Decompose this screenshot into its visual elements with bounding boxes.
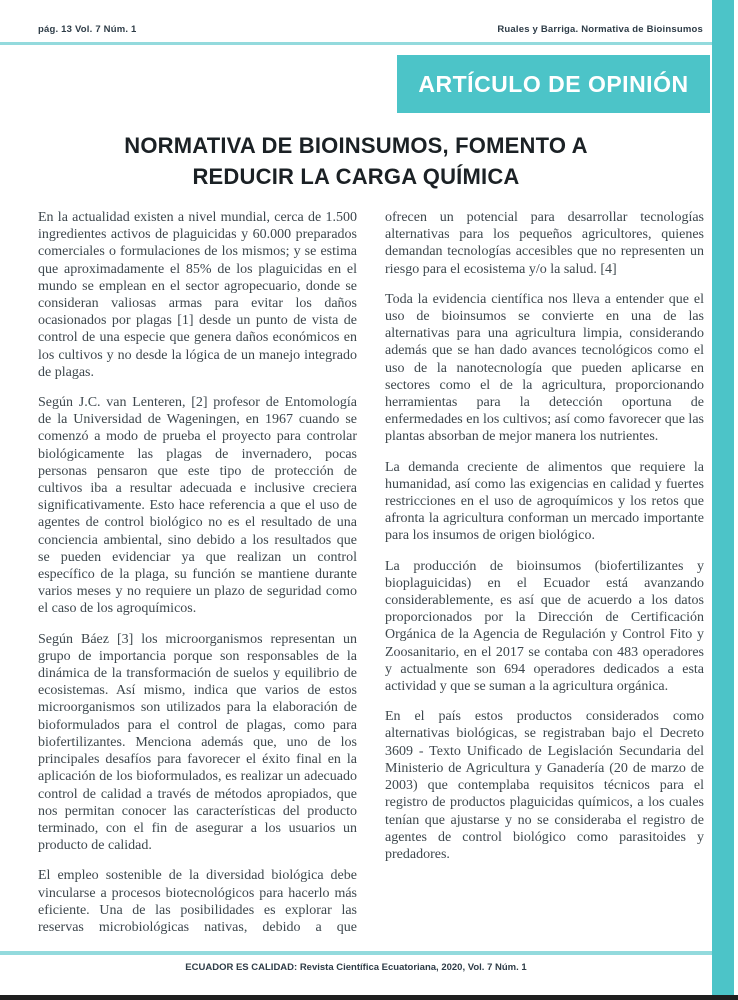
header-rule — [0, 42, 712, 45]
page-edge-stripe — [712, 0, 734, 995]
right-column — [385, 209, 704, 949]
article-title — [30, 130, 682, 192]
body-paragraph: Según Báez [3] los microorganismos representan un grupo de importancia porque son responsables de la dinámica de la transformación de suelos y equilibrio de ecosistemas. Así mismo, indica que varios de estos microorganismos son utilizados para la elaboración de bioformulados para el control de plagas, como para biofertilizantes. Menciona además que, uno de los principales desafíos para favorecer el éxito final en la aplicación de los bioformulados, es realizar un adecuado control de calidad a través de métodos apropiados, que nos permitan conocer las características del producto terminado, con el fin de asegurar a los usuarios un producto de calidad. — [38, 631, 357, 854]
body-paragraph: Según J.C. van Lenteren, [2] profesor de Entomología de la Universidad de Wageningen, en 1967 cuando se comenzó a modo de prueba el proyecto para controlar biológicamente las plagas de invernadero, pocas personas pensaron que este tipo de protección de cultivos iba a resultar adecuada e inclusive creciera significativamente. Esto hace referencia a que el uso de agentes de control biológico no es el resultado de una conciencia ambiental, sino debido a los resultados que se pueden evidenciar ya que realizan un control específico de la plaga, su función se mantiene durante varios meses y no requiere un plazo de seguridad como el caso de los agroquímicos. — [38, 395, 357, 617]
body-paragraph: Toda la evidencia científica nos lleva a entender que el uso de bioinsumos se convierte en una de las alternativas para una agricultura limpia, considerando además que se han dado avances tecnológicos como el uso de la nanotecnología que pueden aplicarse en sectores como el de la agricultura, proporcionando herramientas para la detección oportuna de enfermedades en los cultivos; así como favorecer que las plantas absorban de mejor manera los nutrientes. — [385, 291, 704, 445]
body-paragraph: La producción de bioinsumos (biofertilizantes y bioplaguicidas) en el Ecuador está avanzando considerablemente, es así que de acuerdo a los datos proporcionados por la Dirección de Certificación Orgánica de la Agencia de Regulación y Control Fito y Zoosanitario, en el 2017 se contaba con 483 operadores y actualmente son 694 operadores dedicados a esta actividad y que se suman a la agricultura orgánica. — [385, 558, 704, 695]
left-column — [38, 209, 357, 949]
body-paragraph: El empleo sostenible de la diversidad biológica debe vincularse a procesos biotecnológicos para hacerlo más eficiente. Una de las posibilidades es explorar las reservas microbiológicas nativas, debido a que — [38, 868, 357, 935]
running-header — [38, 24, 703, 35]
article-type-banner — [397, 55, 710, 113]
body-paragraph: ofrecen un potencial para desarrollar tecnologías alternativas para los pequeños agricultores, quienes demandan tecnologías accesibles que no representen un riesgo para el ecosistema y/o la salud. [4] — [385, 210, 704, 277]
journal-footer: ECUADOR ES CALIDAD: Revista Científica Ecuatoriana, 2020, Vol. 7 Núm. 1 — [185, 962, 527, 973]
footer-rule — [0, 951, 712, 955]
body-paragraph: En el país estos productos considerados como alternativas biológicas, se registraban bajo el Decreto 3609 - Texto Unificado de Legislación Secundaria del Ministerio de Agricultura y Ganadería (20 de marzo de 2003) que contemplaba requisitos técnicos para el registro de productos plaguicidas químicos, a los cuales tenían que ajustarse y no se consideraba el registro de agentes de control biológico como parasitoides y predadores. — [385, 709, 704, 862]
body-paragraph: La demanda creciente de alimentos que requiere la humanidad, así como las exigencias en calidad y fuertes restricciones en el uso de agroquímicos y los retos que afronta la agricultura conforman un mercado importante para los insumos de origen biológico. — [385, 459, 704, 544]
running-title: Ruales y Barriga. Normativa de Bioinsumos — [497, 24, 703, 35]
page-bottom-edge — [0, 995, 738, 1000]
article-title-line2: REDUCIR LA CARGA QUÍMICA — [192, 164, 520, 189]
article-type-label: ARTÍCULO DE OPINIÓN — [418, 70, 689, 97]
page-volume-label: pág. 13 Vol. 7 Núm. 1 — [38, 24, 137, 35]
article-title-line1: NORMATIVA DE BIOINSUMOS, FOMENTO A — [124, 133, 588, 158]
article-body — [38, 209, 704, 949]
body-paragraph: En la actualidad existen a nivel mundial, cerca de 1.500 ingredientes activos de plaguicidas y 60.000 preparados comerciales o formulaciones de los mismos; y se estima que aproximadamente el 85% de los plaguicidas en el mundo se emplean en el sector agropecuario, donde se consideran valiosas armas para evitar los daños ocasionados por plagas [1] desde un punto de vista de control de una especie que genera daños económicos en los cultivos y no desde la lógica de un manejo integrado de plagas. — [38, 210, 357, 380]
